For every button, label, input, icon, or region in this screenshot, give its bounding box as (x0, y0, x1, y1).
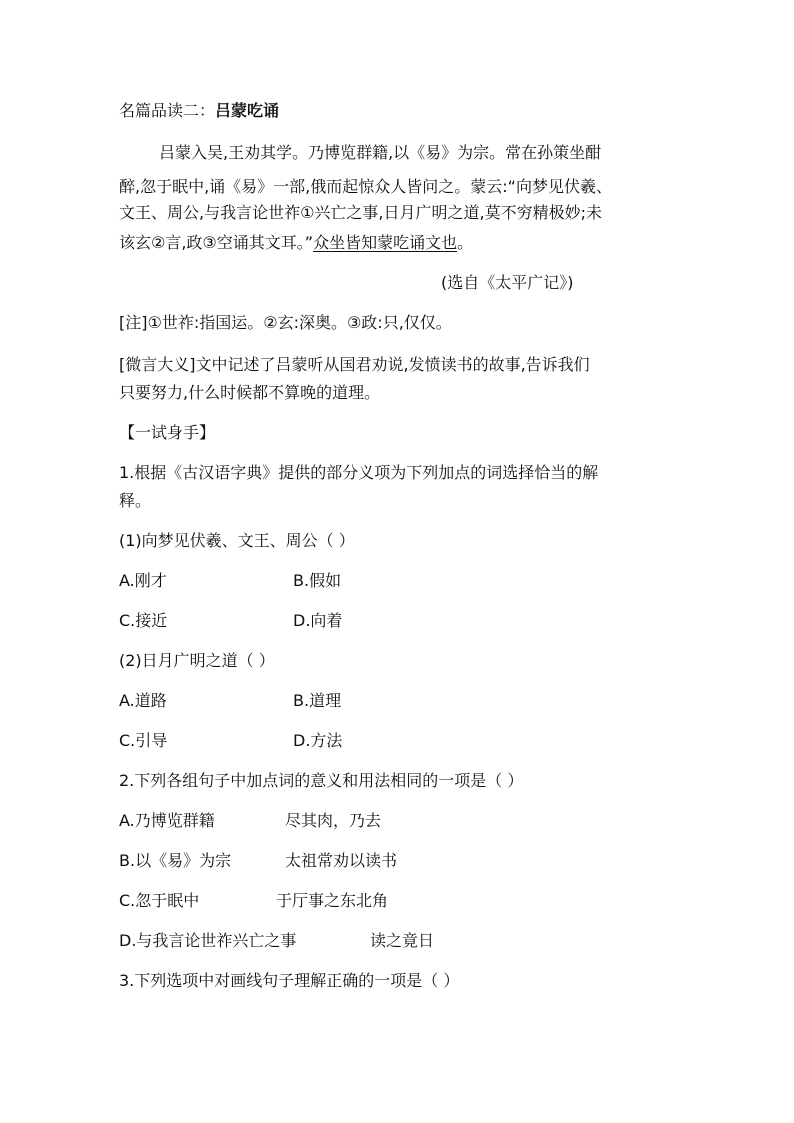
underlined-sentence: 众坐皆知蒙吃诵文也 (313, 233, 458, 252)
q1-sub2-option-c: C.引导 (119, 731, 168, 750)
q2-option-c-pair: 于厅事之东北角 (276, 891, 389, 910)
passage-line-4 (119, 233, 473, 253)
q2-option-d-pair: 读之竟日 (370, 931, 435, 950)
title-prefix: 名篇品读二： (119, 101, 216, 120)
passage-line-1: 吕蒙入吴,王劝其学。乃博览群籍,以《易》为宗。常在孙策坐酣 (159, 143, 602, 162)
q1-sub1-option-a: A.刚才 (119, 571, 167, 590)
moral-line-2: 只要努力,什么时候都不算晚的道理。 (119, 383, 381, 402)
q2-stem: 2.下列各组句子中加点词的意义和用法相同的一项是（ ） (119, 771, 524, 790)
q1-sub2-option-b: B.道理 (293, 691, 342, 710)
q1-sub1-option-c: C.接近 (119, 611, 168, 630)
passage-source: (选自《太平广记》) (441, 273, 574, 292)
passage-line-4-start: 该玄②言,政③空诵其文耳。” (119, 233, 314, 252)
q1-sub1-stem: (1)向梦见伏羲、文王、周公（ ） (119, 531, 355, 550)
moral-line-1: [微言大义]文中记述了吕蒙听从国君劝说,发愤读书的故事,告诉我们 (119, 355, 590, 374)
passage-line-2: 醉,忽于眠中,诵《易》一部,俄而起惊众人皆问之。蒙云:“向梦见伏羲、 (119, 177, 612, 196)
q1-sub1-option-b: B.假如 (293, 571, 342, 590)
q1-stem-line-2: 释。 (119, 491, 152, 510)
article-title (119, 101, 279, 121)
passage-line-3: 文王、周公,与我言论世祚①兴亡之事,日月广明之道,莫不穷精极妙;未 (119, 203, 602, 222)
q1-stem-line-1: 1.根据《古汉语字典》提供的部分义项为下列加点的词选择恰当的解 (119, 463, 599, 482)
q3-stem: 3.下列选项中对画线句子理解正确的一项是（ ） (119, 971, 460, 990)
q1-sub2-stem: (2)日月广明之道（ ） (119, 651, 275, 670)
q2-option-a: A.乃博览群籍 (119, 811, 215, 830)
notes: [注]①世祚:指国运。②玄:深奥。③政:只,仅仅。 (119, 313, 452, 332)
q2-option-b: B.以《易》为宗 (119, 851, 232, 870)
q1-sub1-option-d: D.向着 (293, 611, 343, 630)
section-title: 【一试身手】 (119, 423, 216, 442)
passage-line-4-end: 。 (457, 233, 474, 252)
q1-sub2-option-d: D.方法 (293, 731, 343, 750)
q1-sub2-option-a: A.道路 (119, 691, 167, 710)
q2-option-d: D.与我言论世祚兴亡之事 (119, 931, 297, 950)
q2-option-a-pair: 尽其肉，乃去 (285, 811, 382, 830)
q2-option-b-pair: 太祖常劝以读书 (285, 851, 398, 870)
title-name: 吕蒙吃诵 (215, 101, 280, 120)
q2-option-c: C.忽于眠中 (119, 891, 200, 910)
